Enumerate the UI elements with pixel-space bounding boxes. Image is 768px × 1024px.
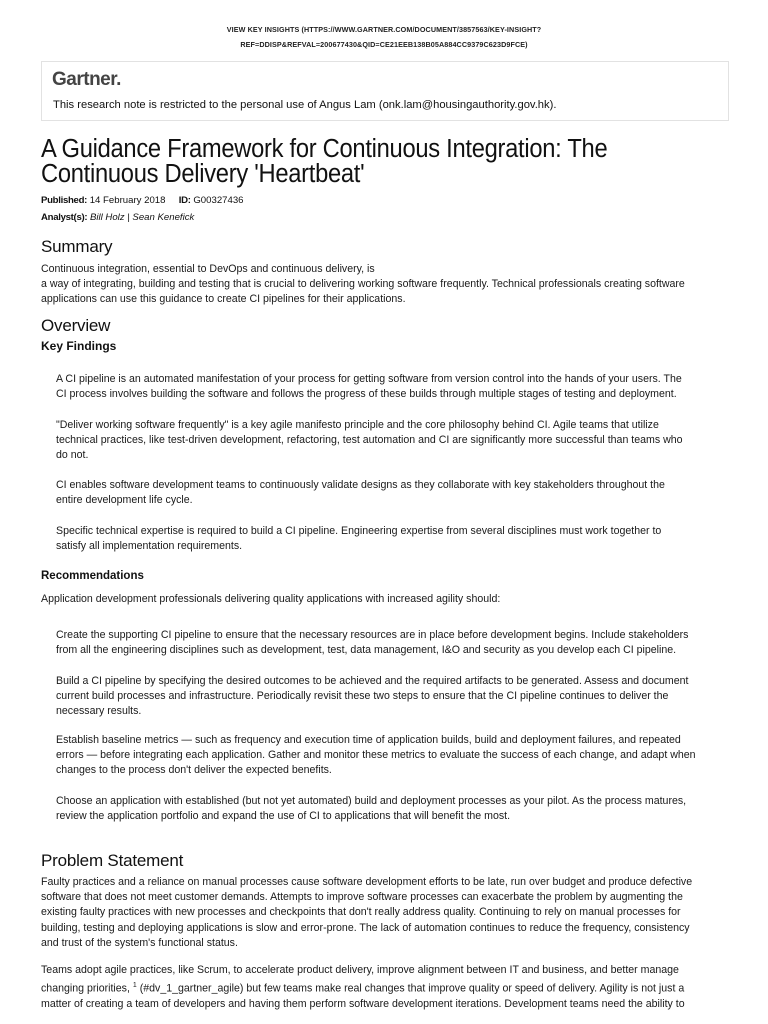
key-findings-heading: Key Findings xyxy=(41,339,117,353)
gartner-logo: Gartner. xyxy=(52,69,121,90)
recommendations-intro: Application development professionals delivering quality applications with increased agility should: xyxy=(41,593,501,605)
finding-item: "Deliver working software frequently" is a key agile manifesto principle and the core philosophy behind CI. Agile teams that utilize technical practices, like test-driven development, refactoring, test automation and CI are significantly more successful than teams who do not. xyxy=(56,419,683,462)
finding-item: A CI pipeline is an automated manifestation of your process for getting software from version control into the hands of your users. The CI process involves building the software and follows the progress of these builds through multiple stages of testing and deployment. xyxy=(56,373,682,401)
finding-item: Specific technical expertise is required to build a CI pipeline. Engineering expertise from several disciplines must work together to satisfy all implementation requirements. xyxy=(56,525,662,553)
problem-paragraph-2: Teams adopt agile practices, like Scrum, to accelerate product delivery, improve alignment between IT and business, and better manage changing priorities, $^1$ (#dv_1_gartner_agile) but few teams make real changes that improve quality or speed of delivery. Agility is not just a matter of creating a team of developers and having them perform software development iterations. Development teams need the ability to xyxy=(41,964,685,1010)
document-id: G00327436 xyxy=(193,195,244,206)
publication-meta xyxy=(41,195,244,206)
key-insights-link[interactable] xyxy=(0,22,768,52)
analysts-meta xyxy=(41,212,194,223)
footnote-link[interactable]: (#dv_1_gartner_agile) xyxy=(139,982,244,995)
footnote-marker[interactable]: 1 xyxy=(132,982,137,990)
document-title xyxy=(41,137,692,187)
published-date: 14 February 2018 xyxy=(89,195,166,206)
published-label: Published: xyxy=(41,195,88,206)
recommendation-item: Establish baseline metrics — such as frequency and execution time of application builds, build and deployment failures, and repeated errors — before integrating each application. Gather and monitor these metrics to evaluate the success of each change, and adapt when changes to the process don't deliver the expected benefits. xyxy=(56,734,696,777)
analysts-names: Bill Holz | Sean Kenefick xyxy=(89,212,195,223)
finding-item: CI enables software development teams to continuously validate designs as they collaborate with key stakeholders throughout the entire development life cycle. xyxy=(56,479,665,507)
title-line-2: Continuous Delivery 'Heartbeat' xyxy=(41,160,365,188)
recommendation-item: Build a CI pipeline by specifying the desired outcomes to be achieved and the required artifacts to be generated. Assess and document current build processes and infrastructure. Periodically revisit these two steps to ensure that the CI pipeline continues to deliver the necessary results. xyxy=(56,675,689,718)
recommendation-item: Create the supporting CI pipeline to ensure that the necessary resources are in place before development begins. Include stakeholders from all the engineering disciplines such as development, test, data management, I&O and security as you develop each CI pipeline. xyxy=(56,629,689,657)
key-insights-link-line2[interactable]: REF=DDISP&REFVAL=200677430&QID=CE21EEB138B05A884CC9379C623D9FCE) xyxy=(240,40,528,49)
recommendations-heading: Recommendations xyxy=(41,570,144,582)
summary-text: Continuous integration, essential to DevOps and continuous delivery, is a way of integrating, building and testing that is crucial to delivering working software frequently. Technical professionals creating software applications can use this guidance to create CI pipelines for their applications. xyxy=(41,263,685,306)
summary-heading: Summary xyxy=(41,237,113,256)
recommendation-item: Choose an application with established (but not yet automated) build and deployment processes as your pilot. As the process matures, review the application portfolio and expand the use of CI to applications that will benefit the most. xyxy=(56,795,687,823)
overview-heading: Overview xyxy=(41,316,111,335)
problem-statement-heading: Problem Statement xyxy=(41,851,184,870)
usage-notice-box xyxy=(41,61,729,121)
title-line-1: A Guidance Framework for Continuous Integration: The xyxy=(41,135,608,163)
id-label: ID: xyxy=(178,195,191,206)
problem-paragraph-1: Faulty practices and a reliance on manual processes cause software development efforts to be late, run over budget and produce defective software that does not meet customer demands. Attempts to improve software processes can exacerbate the problem by augmenting the existing faulty practices with new processes and checkpoints that don't really address quality. Continuing to rely on manual processes for building, testing and deploying applications is slow and error-prone. The lack of automation continues to reduce the frequency, consistency and trust of the system's functional status. xyxy=(41,876,693,949)
analysts-label: Analyst(s): xyxy=(41,212,88,223)
key-insights-link-line1[interactable]: VIEW KEY INSIGHTS (HTTPS://WWW.GARTNER.COM/DOCUMENT/3857563/KEY-INSIGHT? xyxy=(226,25,542,34)
usage-restriction-text: This research note is restricted to the personal use of Angus Lam (onk.lam@housingauthority.gov.hk). xyxy=(53,99,557,111)
